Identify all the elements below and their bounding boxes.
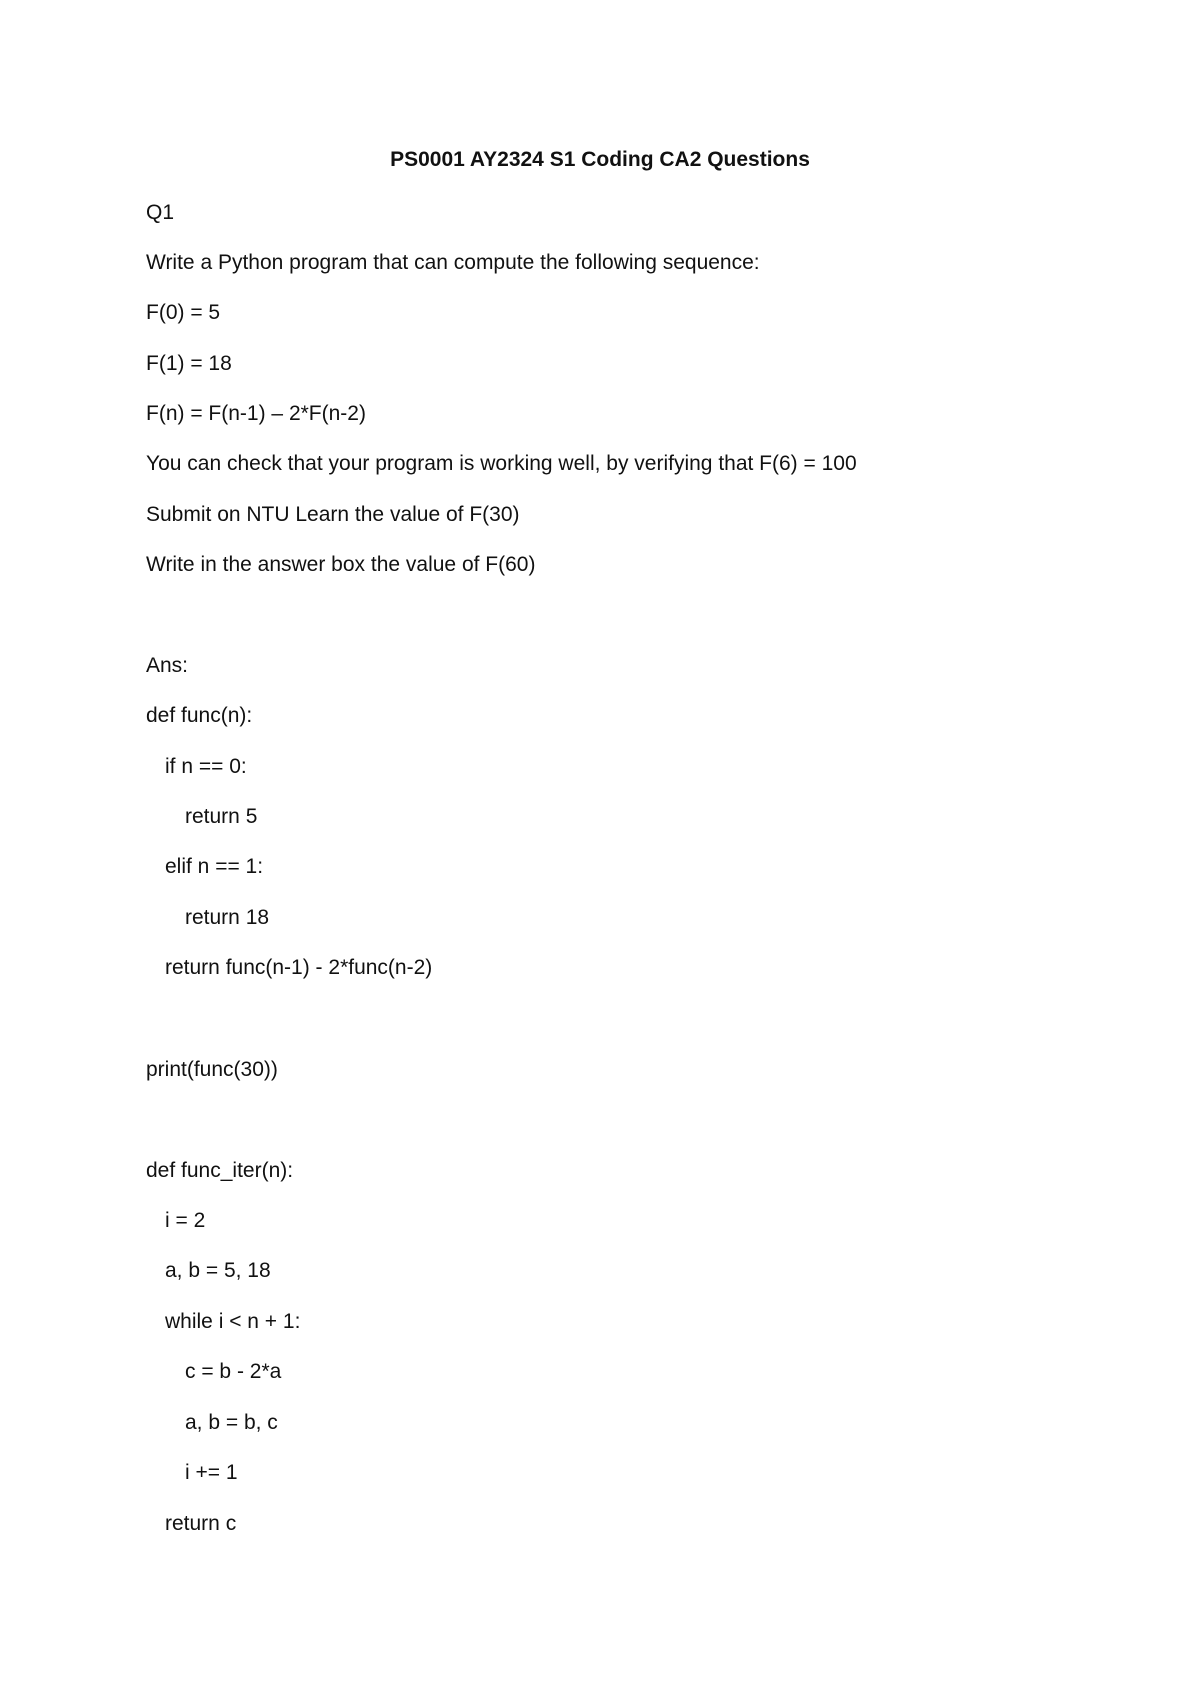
code-line: return 5 — [185, 805, 258, 828]
code-line: a, b = 5, 18 — [165, 1259, 271, 1282]
answer-label: Ans: — [146, 654, 189, 677]
answer-box-instruction: Write in the answer box the value of F(60) — [146, 553, 536, 576]
sequence-f0: F(0) = 5 — [146, 301, 221, 324]
code-line: i = 2 — [165, 1209, 206, 1232]
code-line: def func_iter(n): — [146, 1159, 294, 1182]
code-line: elif n == 1: — [165, 855, 264, 878]
submit-instruction: Submit on NTU Learn the value of F(30) — [146, 503, 520, 526]
sequence-recurrence: F(n) = F(n-1) – 2*F(n-2) — [146, 402, 366, 425]
code-line: a, b = b, c — [185, 1411, 278, 1434]
code-line: c = b - 2*a — [185, 1360, 282, 1383]
code-line: i += 1 — [185, 1461, 238, 1484]
code-line: def func(n): — [146, 704, 253, 727]
question-label: Q1 — [146, 201, 175, 224]
sequence-f1: F(1) = 18 — [146, 352, 232, 375]
code-line: return c — [165, 1512, 237, 1535]
code-line: while i < n + 1: — [165, 1310, 301, 1333]
check-instruction: You can check that your program is working well, by verifying that F(6) = 100 — [146, 452, 857, 475]
code-line: return func(n-1) - 2*func(n-2) — [165, 956, 433, 979]
document-title: PS0001 AY2324 S1 Coding CA2 Questions — [390, 148, 810, 171]
code-line: if n == 0: — [165, 755, 247, 778]
code-line: return 18 — [185, 906, 270, 929]
question-prompt: Write a Python program that can compute the following sequence: — [146, 251, 760, 274]
code-line: print(func(30)) — [146, 1058, 278, 1081]
